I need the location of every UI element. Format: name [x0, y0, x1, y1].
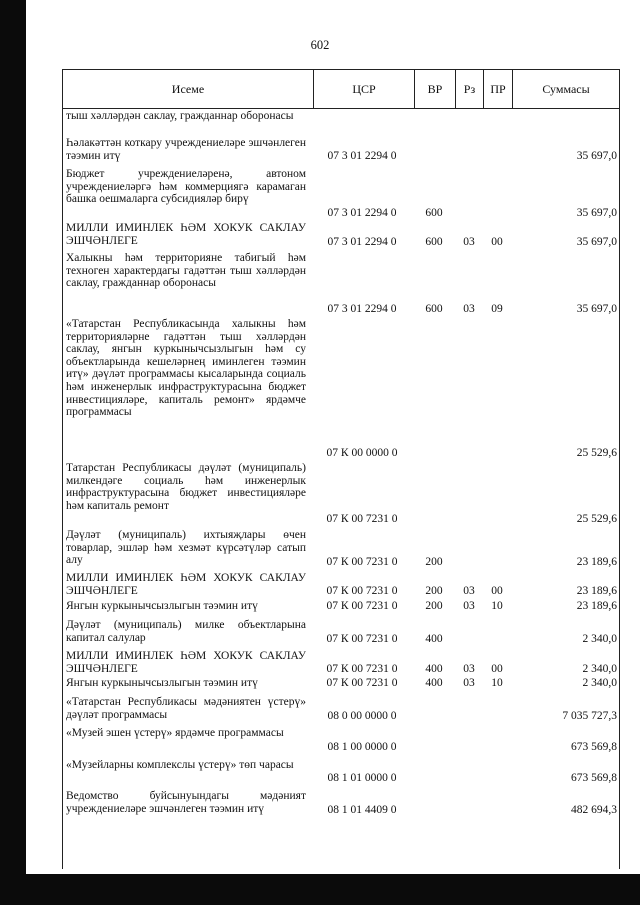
row-vr: 400 [425, 663, 443, 676]
table-row [62, 790, 620, 817]
table-row [62, 110, 620, 136]
row-csr: 07 К 00 7231 0 [326, 600, 398, 613]
row-name: Дәүләт (муниципаль) ихтыяҗлары өчен товарлар, эшләр һәм хезмәт күрсәтүләр сатып алу [66, 529, 306, 567]
row-sum: 25 529,6 [576, 513, 617, 526]
row-vr: 600 [425, 303, 443, 316]
table-header [62, 69, 620, 109]
row-pr: 00 [491, 585, 503, 598]
row-sum: 23 189,6 [576, 556, 617, 569]
row-csr: 07 К 00 7231 0 [326, 677, 398, 690]
row-sum: 35 697,0 [576, 303, 617, 316]
header-csr: ЦСР [352, 82, 376, 96]
row-rz: 03 [463, 677, 475, 690]
scan-edge-left [0, 0, 26, 905]
header-name: Исеме [171, 82, 205, 96]
table-row [62, 696, 620, 723]
row-csr: 07 К 00 7231 0 [326, 633, 398, 646]
header-sum: Суммасы [542, 82, 590, 96]
row-sum: 25 529,6 [576, 447, 617, 460]
row-vr: 600 [425, 236, 443, 249]
row-name: «Татарстан Республикасында халыкны һәм территорияләрне гадәттән тыш хәлләрдән саклау, янгын куркынычсызлыгын һәм су объектларында кешеләрнең иминлеген тәэмин итү» дәүләт программасы кысаларында социаль һәм инженерлык инфраструктурасына бюджет инвестицияләре, капиталь ремонт» ярдәмче программасы [66, 318, 306, 419]
row-sum: 2 340,0 [582, 663, 617, 676]
page-number: 602 [310, 38, 330, 52]
row-csr: 07 К 00 7231 0 [326, 585, 398, 598]
row-pr: 10 [491, 677, 503, 690]
row-csr: 07 К 00 0000 0 [326, 447, 398, 460]
table-row [62, 727, 620, 754]
row-sum: 23 189,6 [576, 585, 617, 598]
table-row [62, 168, 620, 220]
row-csr: 07 3 01 2294 0 [327, 207, 397, 220]
table-row [62, 529, 620, 569]
table-row [62, 650, 620, 676]
row-name: Һәлакәттән коткару учреждениеләре эшчәнлеген тәэмин итү [66, 137, 306, 162]
table-row [62, 318, 620, 460]
row-name: МИЛЛИ ИМИНЛЕК ҺӘМ ХОКУК САКЛАУ ЭШЧӘНЛЕГЕ [66, 650, 306, 675]
row-vr: 600 [425, 207, 443, 220]
header-vr: ВР [427, 82, 443, 96]
row-sum: 2 340,0 [582, 677, 617, 690]
row-rz: 03 [463, 663, 475, 676]
table-row [62, 572, 620, 598]
row-vr: 400 [425, 633, 443, 646]
row-name: Янгын куркынычсызлыгын тәэмин итү [66, 600, 258, 612]
scan-edge-bottom [0, 874, 640, 905]
row-name: «Музей эшен үстерү» ярдәмче программасы [66, 727, 284, 739]
table-row [62, 677, 620, 690]
row-sum: 673 569,8 [571, 741, 617, 754]
row-name: Дәүләт (муниципаль) милке объектларына капитал салулар [66, 619, 306, 644]
row-sum: 2 340,0 [582, 633, 617, 646]
row-name: Бюджет учреждениеләренә, автоном учреждениеләргә һәм коммерциягә карамаган башка оешмаларга субсидияләр бирү [66, 168, 306, 206]
row-name: «Татарстан Республикасы мәдәниятен үстерү» дәүләт программасы [66, 696, 306, 721]
row-csr: 07 3 01 2294 0 [327, 236, 397, 249]
row-vr: 200 [425, 600, 443, 613]
row-name: «Музейларны комплекслы үстерү» төп чарасы [66, 759, 294, 771]
row-vr: 200 [425, 585, 443, 598]
row-name: Янгын куркынычсызлыгын тәэмин итү [66, 677, 258, 689]
row-sum: 23 189,6 [576, 600, 617, 613]
row-csr: 07 К 00 7231 0 [326, 556, 398, 569]
table-row [62, 462, 620, 526]
row-name: МИЛЛИ ИМИНЛЕК ҺӘМ ХОКУК САКЛАУ ЭШЧӘНЛЕГЕ [66, 222, 306, 247]
table-row [62, 600, 620, 613]
row-name: тыш хәлләрдән саклау, гражданнар оборонасы [66, 110, 294, 122]
row-csr: 08 0 00 0000 0 [327, 710, 397, 723]
row-sum: 7 035 727,3 [562, 710, 617, 723]
row-csr: 07 К 00 7231 0 [326, 663, 398, 676]
row-csr: 08 1 00 0000 0 [327, 741, 397, 754]
row-csr: 07 3 01 2294 0 [327, 303, 397, 316]
row-pr: 00 [491, 663, 503, 676]
row-vr: 200 [425, 556, 443, 569]
header-rz: Рз [463, 82, 476, 96]
row-pr: 10 [491, 600, 503, 613]
row-name: МИЛЛИ ИМИНЛЕК ҺӘМ ХОКУК САКЛАУ ЭШЧӘНЛЕГЕ [66, 572, 306, 597]
table-row [62, 759, 620, 785]
row-name: Халыкны һәм территорияне табигый һәм техноген характердагы гадәттән тыш хәлләрдән саклау, гражданнар оборонасы [66, 252, 306, 290]
table-row [62, 619, 620, 646]
table-row [62, 222, 620, 249]
row-csr: 08 1 01 4409 0 [327, 804, 397, 817]
row-name: Татарстан Республикасы дәүләт (муниципаль) милкендәге социаль һәм инженерлык инфраструктурасына бюджет инвестицияләре һәм капиталь ремонт [66, 462, 306, 512]
row-csr: 07 К 00 7231 0 [326, 513, 398, 526]
table-row [62, 252, 620, 316]
row-csr: 08 1 01 0000 0 [327, 772, 397, 785]
row-vr: 400 [425, 677, 443, 690]
row-sum: 35 697,0 [576, 150, 617, 163]
row-csr: 07 3 01 2294 0 [327, 150, 397, 163]
row-sum: 35 697,0 [576, 236, 617, 249]
row-rz: 03 [463, 585, 475, 598]
budget-table [62, 69, 620, 869]
row-pr: 09 [491, 303, 503, 316]
row-sum: 673 569,8 [571, 772, 617, 785]
table-row [62, 137, 620, 163]
row-rz: 03 [463, 600, 475, 613]
row-sum: 35 697,0 [576, 207, 617, 220]
row-sum: 482 694,3 [571, 804, 617, 817]
row-rz: 03 [463, 303, 475, 316]
row-name: Ведомство буйсынуындагы мәдәният учреждениеләре эшчәнлеген тәэмин итү [66, 790, 306, 815]
row-rz: 03 [463, 236, 475, 249]
header-pr: ПР [490, 82, 506, 96]
row-pr: 00 [491, 236, 503, 249]
